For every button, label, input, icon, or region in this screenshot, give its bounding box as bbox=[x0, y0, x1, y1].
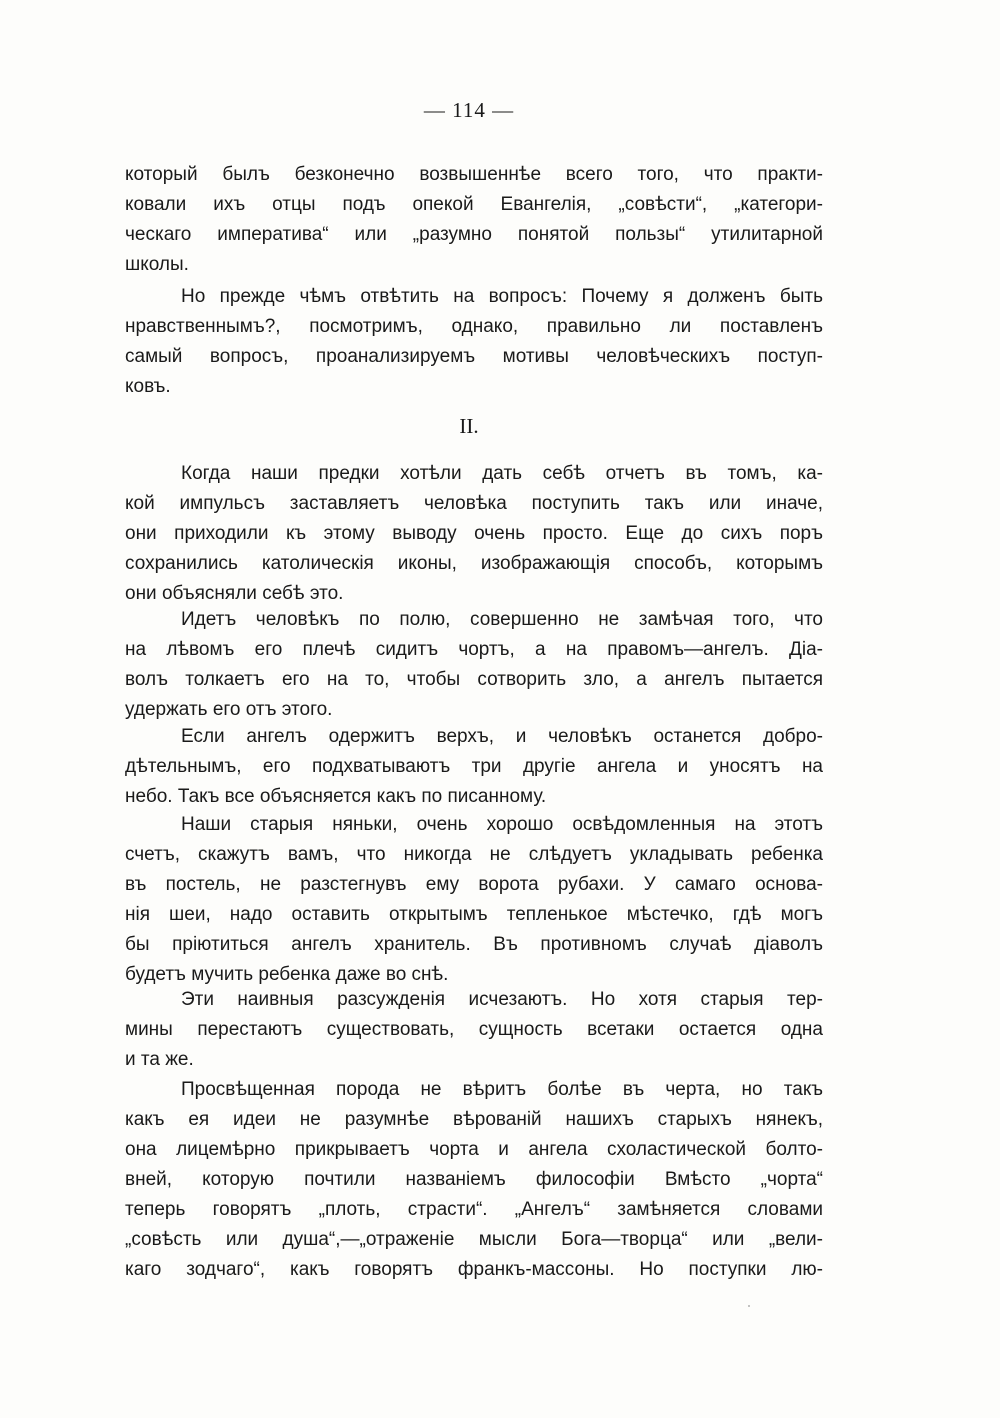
text-line: Когда наши предки хотѣли дать себѣ отчетъ въ томъ, ка- bbox=[181, 463, 823, 484]
paragraph-7 bbox=[125, 985, 823, 1075]
text-line: теперь говорятъ „плоть, страсти“. „Ангелъ“ замѣняется словами bbox=[125, 1199, 823, 1220]
text-line: Идетъ человѣкъ по полю, совершенно не замѣчая того, что bbox=[181, 609, 823, 630]
text-line: мины перестаютъ существовать, сущность всетаки остается одна bbox=[125, 1019, 823, 1040]
paragraph-8 bbox=[125, 1075, 823, 1285]
paragraph-3 bbox=[125, 459, 823, 609]
text-line: нравственнымъ?, посмотримъ, однако, правильно ли поставленъ bbox=[125, 316, 823, 337]
text-line: они объясняли себѣ это. bbox=[125, 583, 344, 604]
text-line: небо. Такъ все объясняется какъ по писанному. bbox=[125, 786, 547, 807]
text-line: Но прежде чѣмъ отвѣтить на вопросъ: Почему я долженъ быть bbox=[181, 286, 823, 307]
paragraph-1 bbox=[125, 160, 823, 280]
text-line: Наши старыя няньки, очень хорошо освѣдомленныя на этотъ bbox=[181, 814, 823, 835]
text-line: бы пріютиться ангелъ хранитель. Въ противномъ случаѣ діаволъ bbox=[125, 934, 823, 955]
text-line: сохранились католическія иконы, изображающія способъ, которымъ bbox=[125, 553, 823, 574]
text-line: въ постель, не разстегнувъ ему ворота рубахи. У самаго основа- bbox=[125, 874, 823, 895]
paragraph-5 bbox=[125, 722, 823, 812]
text-line: школы. bbox=[125, 254, 189, 275]
text-line: ковали ихъ отцы подъ опекой Евангелія, „совѣсти“, „категори- bbox=[125, 194, 823, 215]
text-line: который былъ безконечно возвышеннѣе всего того, что практи- bbox=[125, 164, 823, 185]
text-line: Эти наивныя разсужденія исчезаютъ. Но хотя старыя тер- bbox=[181, 989, 823, 1010]
text-line: нія шеи, надо оставить открытымъ тепленькое мѣстечко, гдѣ могъ bbox=[125, 904, 823, 925]
text-line: самый вопросъ, проанализируемъ мотивы человѣческихъ поступ- bbox=[125, 346, 823, 367]
paragraph-2 bbox=[125, 282, 823, 402]
text-line: каго зодчаго“, какъ говорятъ франкъ-массоны. Но поступки лю- bbox=[125, 1259, 823, 1280]
text-line: она лицемѣрно прикрываетъ чорта и ангела схоластической болто- bbox=[125, 1139, 823, 1160]
paragraph-4 bbox=[125, 605, 823, 725]
text-line: ковъ. bbox=[125, 376, 171, 397]
text-line: „совѣсть или душа“,—„отраженіе мысли Бога—творца“ или „вели- bbox=[125, 1229, 823, 1250]
text-line: волъ толкаетъ его на то, чтобы сотворить зло, а ангелъ пытается bbox=[125, 669, 823, 690]
section-heading: II. bbox=[459, 414, 479, 438]
text-line: счетъ, скажутъ вамъ, что никогда не слѣдуетъ укладывать ребенка bbox=[125, 844, 823, 865]
text-line: будетъ мучить ребенка даже во снѣ. bbox=[125, 964, 449, 985]
text-line: дѣтельнымъ, его подхватываютъ три другіе ангела и уносятъ на bbox=[125, 756, 823, 777]
text-line: ческаго императива“ или „разумно понятой пользы“ утилитарной bbox=[125, 224, 823, 245]
scan-speck bbox=[748, 1305, 750, 1307]
page-number: — 114 — bbox=[423, 98, 515, 122]
text-line: какъ ея идеи не разумнѣе вѣрованій нашихъ старыхъ нянекъ, bbox=[125, 1109, 823, 1130]
text-line: они приходили къ этому выводу очень просто. Еще до сихъ поръ bbox=[125, 523, 823, 544]
text-line: кой импульсъ заставляетъ человѣка поступить такъ или иначе, bbox=[125, 493, 823, 514]
text-line: Просвѣщенная порода не вѣритъ болѣе въ черта, но такъ bbox=[181, 1079, 823, 1100]
text-line: удержать его отъ этого. bbox=[125, 699, 333, 720]
paragraph-6 bbox=[125, 810, 823, 990]
text-line: Если ангелъ одержитъ верхъ, и человѣкъ останется добро- bbox=[181, 726, 823, 747]
text-line: вней, которую почтили названіемъ философіи Вмѣсто „чорта“ bbox=[125, 1169, 823, 1190]
text-line: и та же. bbox=[125, 1049, 194, 1070]
text-line: на лѣвомъ его плечѣ сидитъ чортъ, а на правомъ—ангелъ. Діа- bbox=[125, 639, 823, 660]
